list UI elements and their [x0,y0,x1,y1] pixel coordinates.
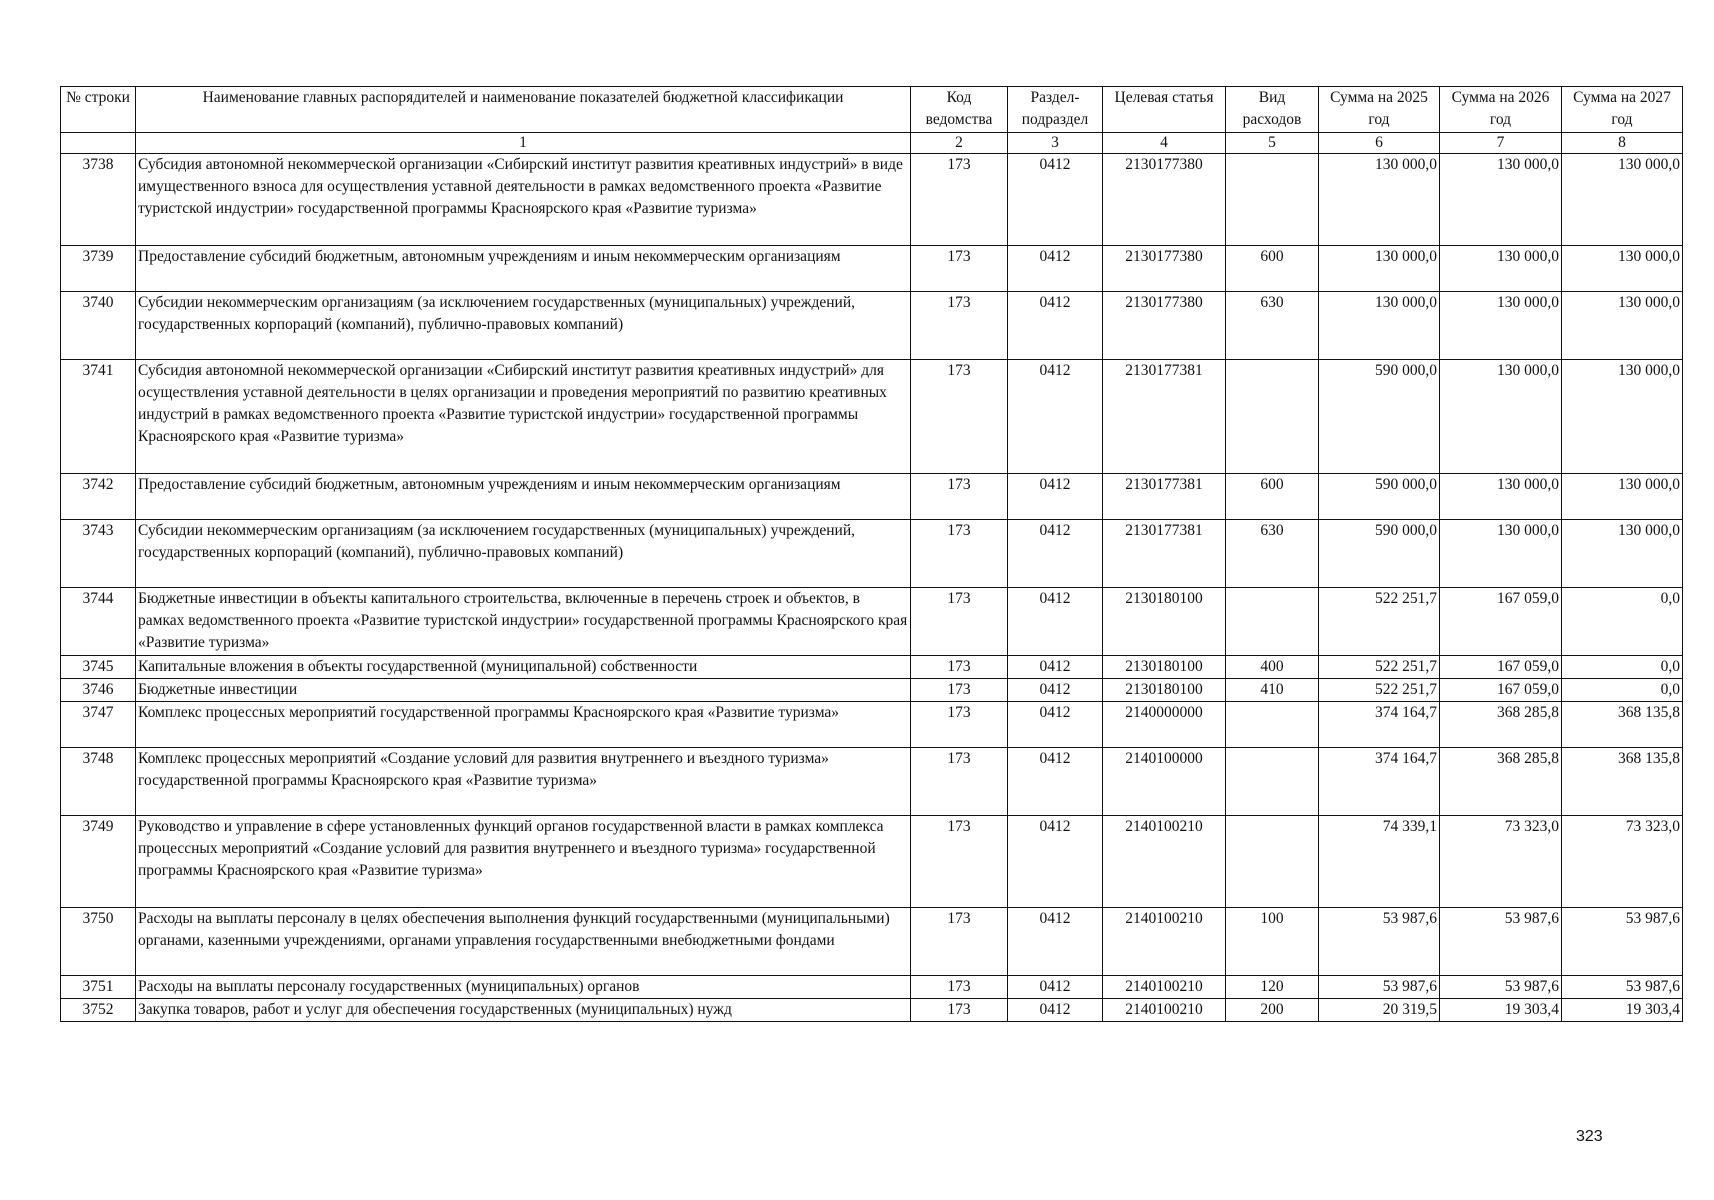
sum-2026: 368 285,8 [1440,702,1562,748]
section-code: 0412 [1008,474,1103,520]
column-number: 4 [1103,132,1226,153]
table-row [61,656,1683,679]
row-number: 3751 [61,976,136,999]
dept-code: 173 [911,908,1008,976]
dept-code: 173 [911,679,1008,702]
expense-type: 200 [1226,999,1319,1022]
section-code: 0412 [1008,246,1103,292]
sum-2025: 74 339,1 [1319,816,1440,908]
header-target-article: Целевая статья [1103,87,1226,133]
sum-2025: 522 251,7 [1319,656,1440,679]
column-number-row [61,132,1683,153]
table-row [61,292,1683,360]
row-number: 3745 [61,656,136,679]
row-number: 3740 [61,292,136,360]
target-article: 2130180100 [1103,679,1226,702]
header-sum-2025: Сумма на 2025 год [1319,87,1440,133]
column-number: 3 [1008,132,1103,153]
row-name: Предоставление субсидий бюджетным, автономным учреждениям и иным некоммерческим организациям [136,474,911,520]
column-number: 8 [1562,132,1683,153]
dept-code: 173 [911,588,1008,656]
sum-2027: 368 135,8 [1562,748,1683,816]
expense-type: 120 [1226,976,1319,999]
expense-type [1226,702,1319,748]
dept-code: 173 [911,976,1008,999]
row-name: Расходы на выплаты персоналу в целях обеспечения выполнения функций государственными (муниципальными) органами, казенными учреждениями, органами управления государственными внебюджетными фондами [136,908,911,976]
dept-code: 173 [911,474,1008,520]
expense-type: 600 [1226,246,1319,292]
row-number: 3749 [61,816,136,908]
sum-2025: 590 000,0 [1319,520,1440,588]
sum-2025: 53 987,6 [1319,976,1440,999]
section-code: 0412 [1008,154,1103,246]
column-number: 2 [911,132,1008,153]
section-code: 0412 [1008,292,1103,360]
sum-2025: 374 164,7 [1319,748,1440,816]
section-code: 0412 [1008,588,1103,656]
header-row-number: № строки [61,87,136,133]
sum-2025: 20 319,5 [1319,999,1440,1022]
dept-code: 173 [911,360,1008,474]
sum-2025: 590 000,0 [1319,474,1440,520]
table-row [61,679,1683,702]
sum-2026: 167 059,0 [1440,679,1562,702]
table-row [61,360,1683,474]
expense-type: 600 [1226,474,1319,520]
table-row [61,520,1683,588]
row-number: 3746 [61,679,136,702]
table-row [61,976,1683,999]
row-name: Руководство и управление в сфере установленных функций органов государственной власти в рамках комплекса процессных мероприятий «Создание условий для развития внутреннего и въездного туризма» государственной программы Красноярского края «Развитие туризма» [136,816,911,908]
target-article: 2130177380 [1103,246,1226,292]
expense-type: 100 [1226,908,1319,976]
sum-2026: 130 000,0 [1440,292,1562,360]
row-name: Субсидии некоммерческим организациям (за исключением государственных (муниципальных) учреждений, государственных корпораций (компаний), публично-правовых компаний) [136,520,911,588]
target-article: 2130180100 [1103,656,1226,679]
dept-code: 173 [911,816,1008,908]
sum-2025: 130 000,0 [1319,246,1440,292]
target-article: 2130177381 [1103,360,1226,474]
sum-2025: 374 164,7 [1319,702,1440,748]
target-article: 2130180100 [1103,588,1226,656]
sum-2026: 130 000,0 [1440,474,1562,520]
row-name: Комплекс процессных мероприятий «Создание условий для развития внутреннего и въездного туризма» государственной программы Красноярского края «Развитие туризма» [136,748,911,816]
expense-type: 630 [1226,292,1319,360]
sum-2027: 53 987,6 [1562,976,1683,999]
section-code: 0412 [1008,816,1103,908]
target-article: 2130177381 [1103,520,1226,588]
section-code: 0412 [1008,976,1103,999]
row-number: 3742 [61,474,136,520]
sum-2027: 130 000,0 [1562,246,1683,292]
sum-2025: 53 987,6 [1319,908,1440,976]
header-sum-2027: Сумма на 2027 год [1562,87,1683,133]
column-number: 1 [136,132,911,153]
dept-code: 173 [911,656,1008,679]
dept-code: 173 [911,520,1008,588]
row-name: Закупка товаров, работ и услуг для обеспечения государственных (муниципальных) нужд [136,999,911,1022]
row-number: 3747 [61,702,136,748]
table-row [61,588,1683,656]
sum-2027: 19 303,4 [1562,999,1683,1022]
budget-table [60,86,1683,1022]
sum-2025: 130 000,0 [1319,154,1440,246]
section-code: 0412 [1008,360,1103,474]
target-article: 2140100210 [1103,976,1226,999]
table-row [61,154,1683,246]
table-row [61,748,1683,816]
sum-2025: 590 000,0 [1319,360,1440,474]
table-row [61,702,1683,748]
header-section: Раздел-подраздел [1008,87,1103,133]
dept-code: 173 [911,292,1008,360]
sum-2026: 73 323,0 [1440,816,1562,908]
sum-2026: 167 059,0 [1440,588,1562,656]
section-code: 0412 [1008,520,1103,588]
expense-type [1226,588,1319,656]
row-number: 3744 [61,588,136,656]
sum-2027: 368 135,8 [1562,702,1683,748]
sum-2026: 53 987,6 [1440,976,1562,999]
sum-2025: 522 251,7 [1319,588,1440,656]
target-article: 2140100000 [1103,748,1226,816]
sum-2026: 130 000,0 [1440,246,1562,292]
sum-2026: 19 303,4 [1440,999,1562,1022]
sum-2027: 130 000,0 [1562,520,1683,588]
sum-2025: 522 251,7 [1319,679,1440,702]
dept-code: 173 [911,748,1008,816]
row-number: 3743 [61,520,136,588]
expense-type [1226,154,1319,246]
section-code: 0412 [1008,748,1103,816]
expense-type [1226,748,1319,816]
expense-type: 630 [1226,520,1319,588]
page-number: 323 [1576,1128,1603,1145]
sum-2027: 130 000,0 [1562,474,1683,520]
row-name: Бюджетные инвестиции [136,679,911,702]
column-number: 6 [1319,132,1440,153]
sum-2027: 0,0 [1562,679,1683,702]
row-name: Капитальные вложения в объекты государственной (муниципальной) собственности [136,656,911,679]
expense-type [1226,816,1319,908]
dept-code: 173 [911,999,1008,1022]
section-code: 0412 [1008,679,1103,702]
expense-type: 400 [1226,656,1319,679]
section-code: 0412 [1008,999,1103,1022]
row-name: Комплекс процессных мероприятий государственной программы Красноярского края «Развитие туризма» [136,702,911,748]
row-name: Предоставление субсидий бюджетным, автономным учреждениям и иным некоммерческим организациям [136,246,911,292]
target-article: 2140100210 [1103,999,1226,1022]
row-number: 3738 [61,154,136,246]
dept-code: 173 [911,702,1008,748]
sum-2026: 167 059,0 [1440,656,1562,679]
table-row [61,246,1683,292]
row-number: 3750 [61,908,136,976]
sum-2027: 0,0 [1562,588,1683,656]
sum-2026: 130 000,0 [1440,154,1562,246]
sum-2027: 130 000,0 [1562,360,1683,474]
expense-type [1226,360,1319,474]
dept-code: 173 [911,246,1008,292]
row-name: Субсидии некоммерческим организациям (за исключением государственных (муниципальных) учреждений, государственных корпораций (компаний), публично-правовых компаний) [136,292,911,360]
target-article: 2130177381 [1103,474,1226,520]
table-row [61,816,1683,908]
expense-type: 410 [1226,679,1319,702]
header-sum-2026: Сумма на 2026 год [1440,87,1562,133]
sum-2027: 130 000,0 [1562,292,1683,360]
column-number: 7 [1440,132,1562,153]
target-article: 2140100210 [1103,816,1226,908]
row-name: Расходы на выплаты персоналу государственных (муниципальных) органов [136,976,911,999]
sum-2026: 368 285,8 [1440,748,1562,816]
section-code: 0412 [1008,656,1103,679]
sum-2026: 53 987,6 [1440,908,1562,976]
dept-code: 173 [911,154,1008,246]
header-expense-type: Вид расходов [1226,87,1319,133]
table-row [61,474,1683,520]
header-dept-code: Код ведомства [911,87,1008,133]
row-name: Субсидия автономной некоммерческой организации «Сибирский институт развития креативных индустрий» для осуществления уставной деятельности в целях организации и проведения мероприятий по развитию креативных индустрий в рамках ведомственного проекта «Развитие туристской индустрии» государственной программы Красноярского края «Развитие туризма» [136,360,911,474]
section-code: 0412 [1008,702,1103,748]
target-article: 2130177380 [1103,154,1226,246]
sum-2027: 53 987,6 [1562,908,1683,976]
header-name: Наименование главных распорядителей и наименование показателей бюджетной классификации [136,87,911,133]
header-row [61,87,1683,133]
row-number: 3752 [61,999,136,1022]
target-article: 2130177380 [1103,292,1226,360]
section-code: 0412 [1008,908,1103,976]
sum-2027: 73 323,0 [1562,816,1683,908]
sum-2025: 130 000,0 [1319,292,1440,360]
row-number: 3739 [61,246,136,292]
table-row [61,999,1683,1022]
column-number: 5 [1226,132,1319,153]
table-row [61,908,1683,976]
target-article: 2140100210 [1103,908,1226,976]
column-number-blank [61,132,136,153]
sum-2026: 130 000,0 [1440,360,1562,474]
sum-2027: 0,0 [1562,656,1683,679]
row-name: Субсидия автономной некоммерческой организации «Сибирский институт развития креативных индустрий» в виде имущественного взноса для осуществления уставной деятельности в рамках ведомственного проекта «Развитие туристской индустрии» государственной программы Красноярского края «Развитие туризма» [136,154,911,246]
target-article: 2140000000 [1103,702,1226,748]
row-number: 3748 [61,748,136,816]
sum-2026: 130 000,0 [1440,520,1562,588]
row-name: Бюджетные инвестиции в объекты капитального строительства, включенные в перечень строек и объектов, в рамках ведомственного проекта «Развитие туристской индустрии» государственной программы Красноярского края «Развитие туризма» [136,588,911,656]
row-number: 3741 [61,360,136,474]
sum-2027: 130 000,0 [1562,154,1683,246]
